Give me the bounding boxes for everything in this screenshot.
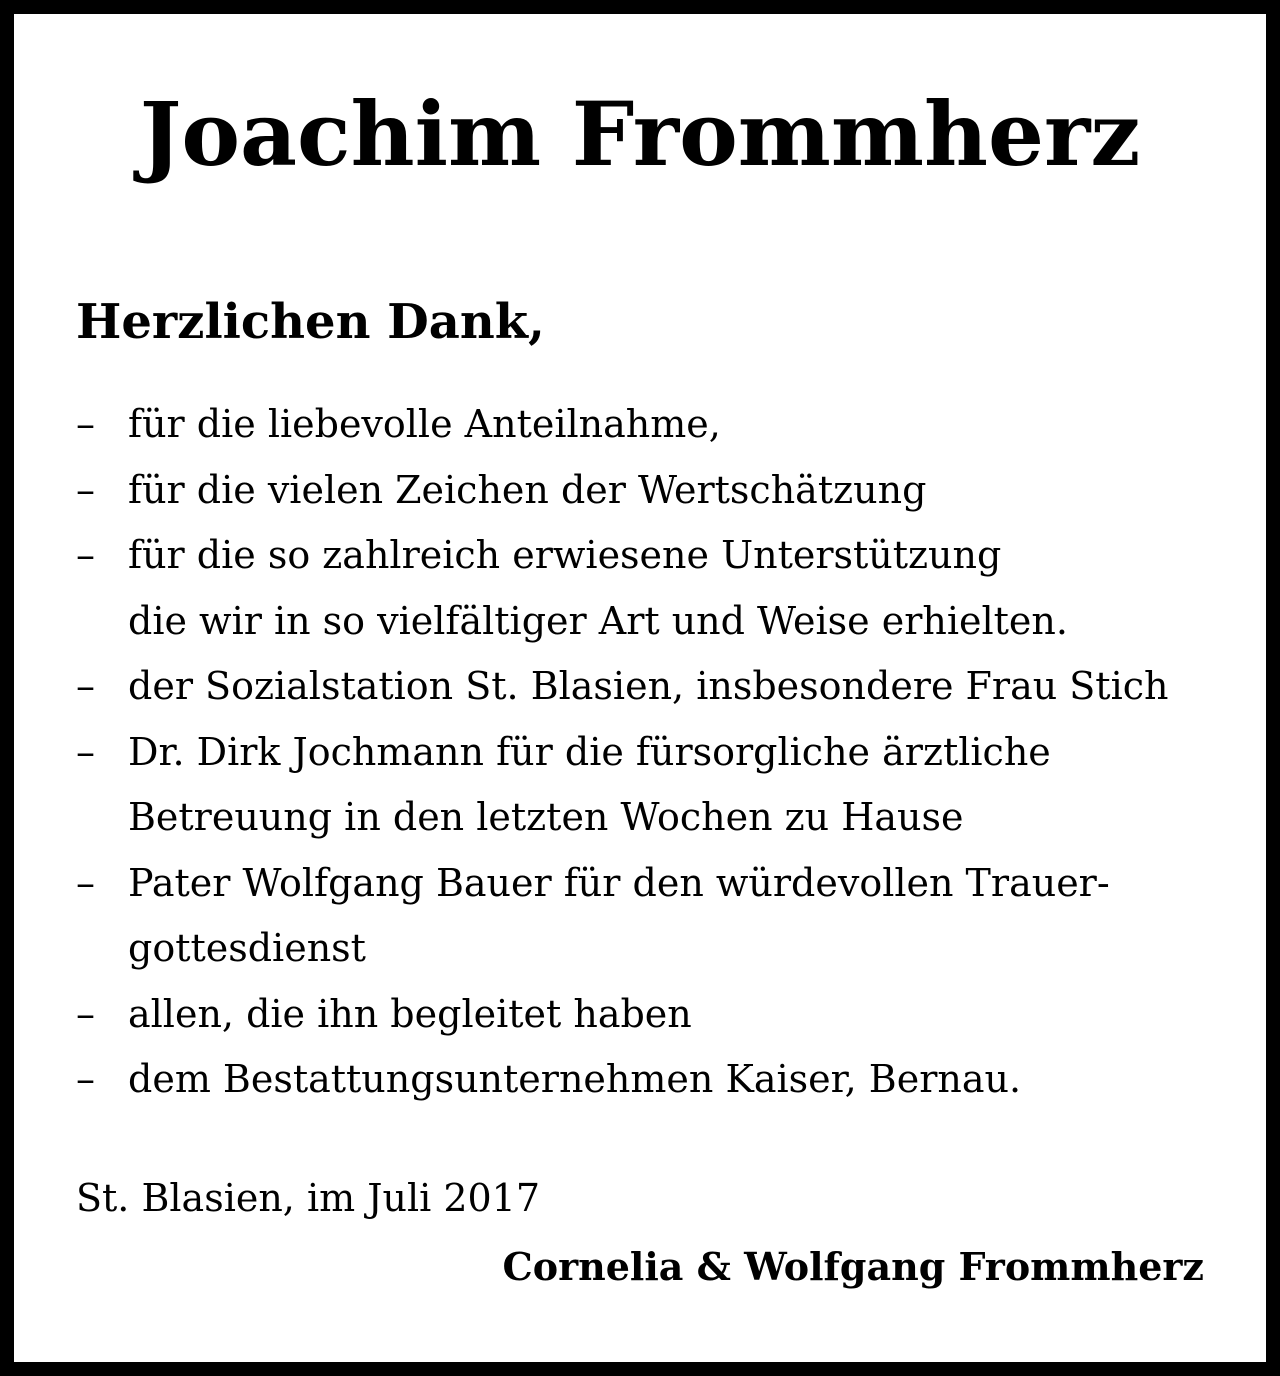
dash: – — [76, 991, 95, 1036]
dash: – — [76, 533, 95, 577]
list-item-text: der Sozialstation St. Blasien, insbesondere Frau Stich — [128, 664, 1169, 708]
dash: – — [76, 1057, 95, 1101]
list-item-text: Dr. Dirk Jochmann für die fürsorgliche ärztliche — [128, 729, 1051, 774]
list-item-text: für die vielen Zeichen der Wertschätzung — [128, 467, 927, 512]
place-and-date: St. Blasien, im Juli 2017 — [76, 1176, 541, 1220]
signature: Cornelia & Wolfgang Frommherz — [502, 1244, 1204, 1289]
list-item-text: gottesdienst — [128, 926, 366, 970]
dash: – — [76, 664, 95, 708]
dash: – — [76, 402, 95, 446]
list-item-text: allen, die ihn begleitet haben — [128, 991, 692, 1036]
dash: – — [76, 860, 95, 905]
dash: – — [76, 729, 95, 774]
deceased-name: Joachim Frommherz — [139, 82, 1141, 186]
list-item-text: Betreuung in den letzten Wochen zu Hause — [128, 795, 964, 839]
dash: – — [76, 467, 95, 512]
list-item-text: dem Bestattungsunternehmen Kaiser, Bernau. — [128, 1057, 1022, 1101]
list-item-text: für die liebevolle Anteilnahme, — [128, 402, 721, 446]
list-item-text: für die so zahlreich erwiesene Unterstützung — [128, 533, 1002, 577]
greeting: Herzlichen Dank, — [76, 294, 545, 350]
list-item-text: Pater Wolfgang Bauer für den würdevollen Trauer- — [128, 860, 1110, 905]
list-item-text: die wir in so vielfältiger Art und Weise erhielten. — [128, 598, 1068, 643]
